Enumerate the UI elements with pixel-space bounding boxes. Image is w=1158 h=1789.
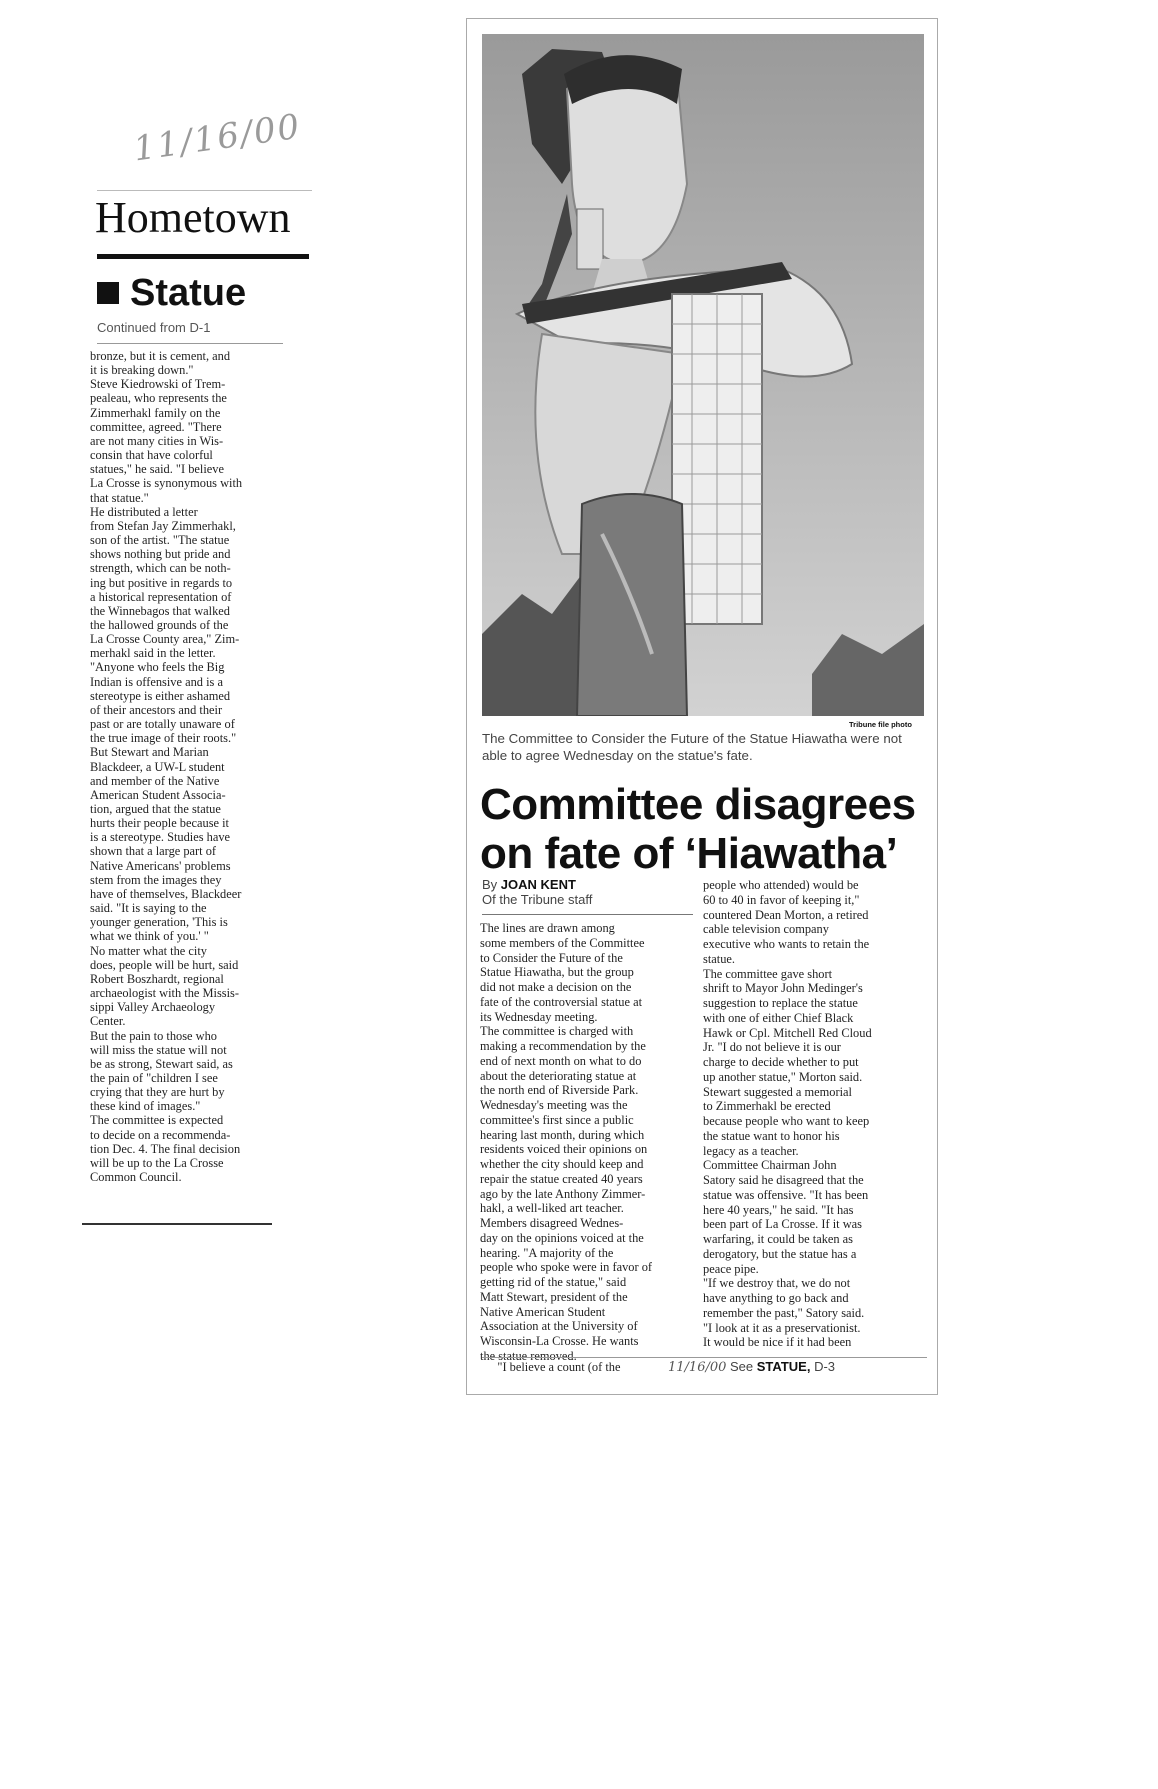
divider	[482, 1357, 927, 1358]
headline-line: on fate of ‘Hiawatha’	[480, 829, 898, 878]
handwritten-date: 11/16/00	[131, 106, 304, 170]
end-rule	[82, 1223, 272, 1225]
continued-from-label: Continued from D-1	[97, 320, 211, 335]
byline-prefix: By	[482, 877, 501, 892]
see-label: See	[730, 1359, 757, 1374]
article-headline	[480, 780, 940, 878]
paragraph: The lines are drawn among some members of the Committee to Consider the Future of the Statue Hiawatha, but the group did not make a decision on the fate of the controversial statue at its Wednesday meeting.	[480, 921, 645, 1024]
jump-reference	[668, 1359, 835, 1375]
photo-credit: Tribune file photo	[849, 720, 912, 729]
paragraph: "If we destroy that, we do not have anything to go back and remember the past," Satory said. "I look at it as a preservationist. It would be nice if it had been	[703, 1276, 865, 1350]
square-bullet-icon	[97, 282, 119, 304]
paragraph: bronze, but it is cement, and it is breaking down."	[90, 349, 231, 378]
paragraph: No matter what the city does, people will be hurt, said Robert Boszhardt, regional archaeologist with the Missis- sippi Valley Archaeology Center.	[90, 943, 240, 1029]
paragraph: The committee is charged with making a recommendation by the end of next month on what to do about the deteriorating statue at the north end of Riverside Park. Wednesday's meeting was the committee's first since a public hearing last month, during which residents voiced their opinions on whether the city should keep and repair the statue created 40 years ago by the late Anthony Zimmer- hakl, a well-liked art teacher.	[480, 1024, 648, 1216]
section-rule	[97, 254, 309, 259]
paragraph: Stewart suggested a memorial to Zimmerhakl be erected because people who want to keep the statue want to honor his legacy as a teacher.	[703, 1084, 870, 1158]
statue-photo-image	[482, 34, 924, 716]
paragraph: The committee gave short shrift to Mayor John Medinger's suggestion to replace the statue with one of either Chief Black Hawk or Cpl. Mitchell Red Cloud Jr. "I do not believe it is our charge to decide whether to put up another statue," Morton said.	[703, 966, 872, 1084]
statue-photo	[482, 34, 924, 716]
article-last-line: "I believe a count (of the	[485, 1360, 621, 1374]
headline-line: Committee disagrees	[480, 780, 916, 829]
continued-article-text	[90, 349, 286, 1184]
author-name: JOAN KENT	[500, 877, 576, 892]
jump-keyword: STATUE,	[756, 1359, 811, 1374]
divider	[482, 914, 693, 915]
paragraph: Steve Kiedrowski of Trem- pealeau, who represents the Zimmerhakl family on the committee, agreed. "There are not many cities in Wis- consin that have colorful statues," he said. "I believe La Crosse is synonymous with that statue."	[90, 377, 243, 505]
article-column-1	[480, 921, 700, 1364]
byline-staff: Of the Tribune staff	[482, 892, 593, 907]
handwritten-date-mark: 11/16/00	[668, 1360, 727, 1375]
paragraph: people who attended) would be 60 to 40 in favor of keeping it," countered Dean Morton, a retired cable television company executive who wants to retain the statue.	[703, 878, 870, 966]
paragraph: Members disagreed Wednes- day on the opinions voiced at the hearing. "A majority of the people who spoke were in favor of getting rid of the statue," said Matt Stewart, president of the Native American Student Association at the University of Wisconsin-La Crosse. He wants the statue removed.	[480, 1216, 653, 1363]
paragraph: But the pain to those who will miss the statue will not be as strong, Stewart said, as the pain of "children I see crying that they are hurt by these kind of images."	[90, 1028, 233, 1114]
byline	[482, 877, 592, 907]
paragraph: Committee Chairman John Satory said he disagreed that the statue was offensive. "It has been here 40 years," he said. "It has been part of La Crosse. If it was warfaring, it could be taken as derogatory, but the statue has a peace pipe.	[703, 1158, 869, 1276]
article-column-2	[703, 878, 925, 1350]
divider	[97, 343, 283, 344]
jump-page: D-3	[810, 1359, 836, 1374]
jump-title: Statue	[130, 272, 247, 314]
jump-headline	[97, 274, 246, 312]
top-rule	[97, 190, 312, 191]
photo-caption: The Committee to Consider the Future of the Statue Hiawatha were not able to agree Wednesday on the statue's fate.	[482, 731, 902, 763]
paragraph: But Stewart and Marian Blackdeer, a UW-L student and member of the Native American Student Associa- tion, argued that the statue hurts their people because it is a stereotype. Studies have shown that a large part of Native Americans' problems stem from the images they have of themselves, Blackdeer said. "It is saying to the younger generation, 'This is what we think of you.' "	[90, 745, 242, 944]
section-title: Hometown	[95, 193, 291, 242]
paragraph: The committee is expected to decide on a recommenda- tion Dec. 4. The final decision will be up to the La Crosse Common Council.	[90, 1113, 241, 1185]
paragraph: He distributed a letter from Stefan Jay Zimmerhakl, son of the artist. "The statue shows nothing but pride and strength, which can be noth- ing but positive in regards to a historical representation of the Winnebagos that walked the hallowed grounds of the La Crosse County area," Zim- merhakl said in the letter. "Anyone who feels the Big Indian is offensive and is a stereotype is either ashamed of their ancestors and their past or are totally unaware of the true image of their roots."	[90, 504, 240, 746]
